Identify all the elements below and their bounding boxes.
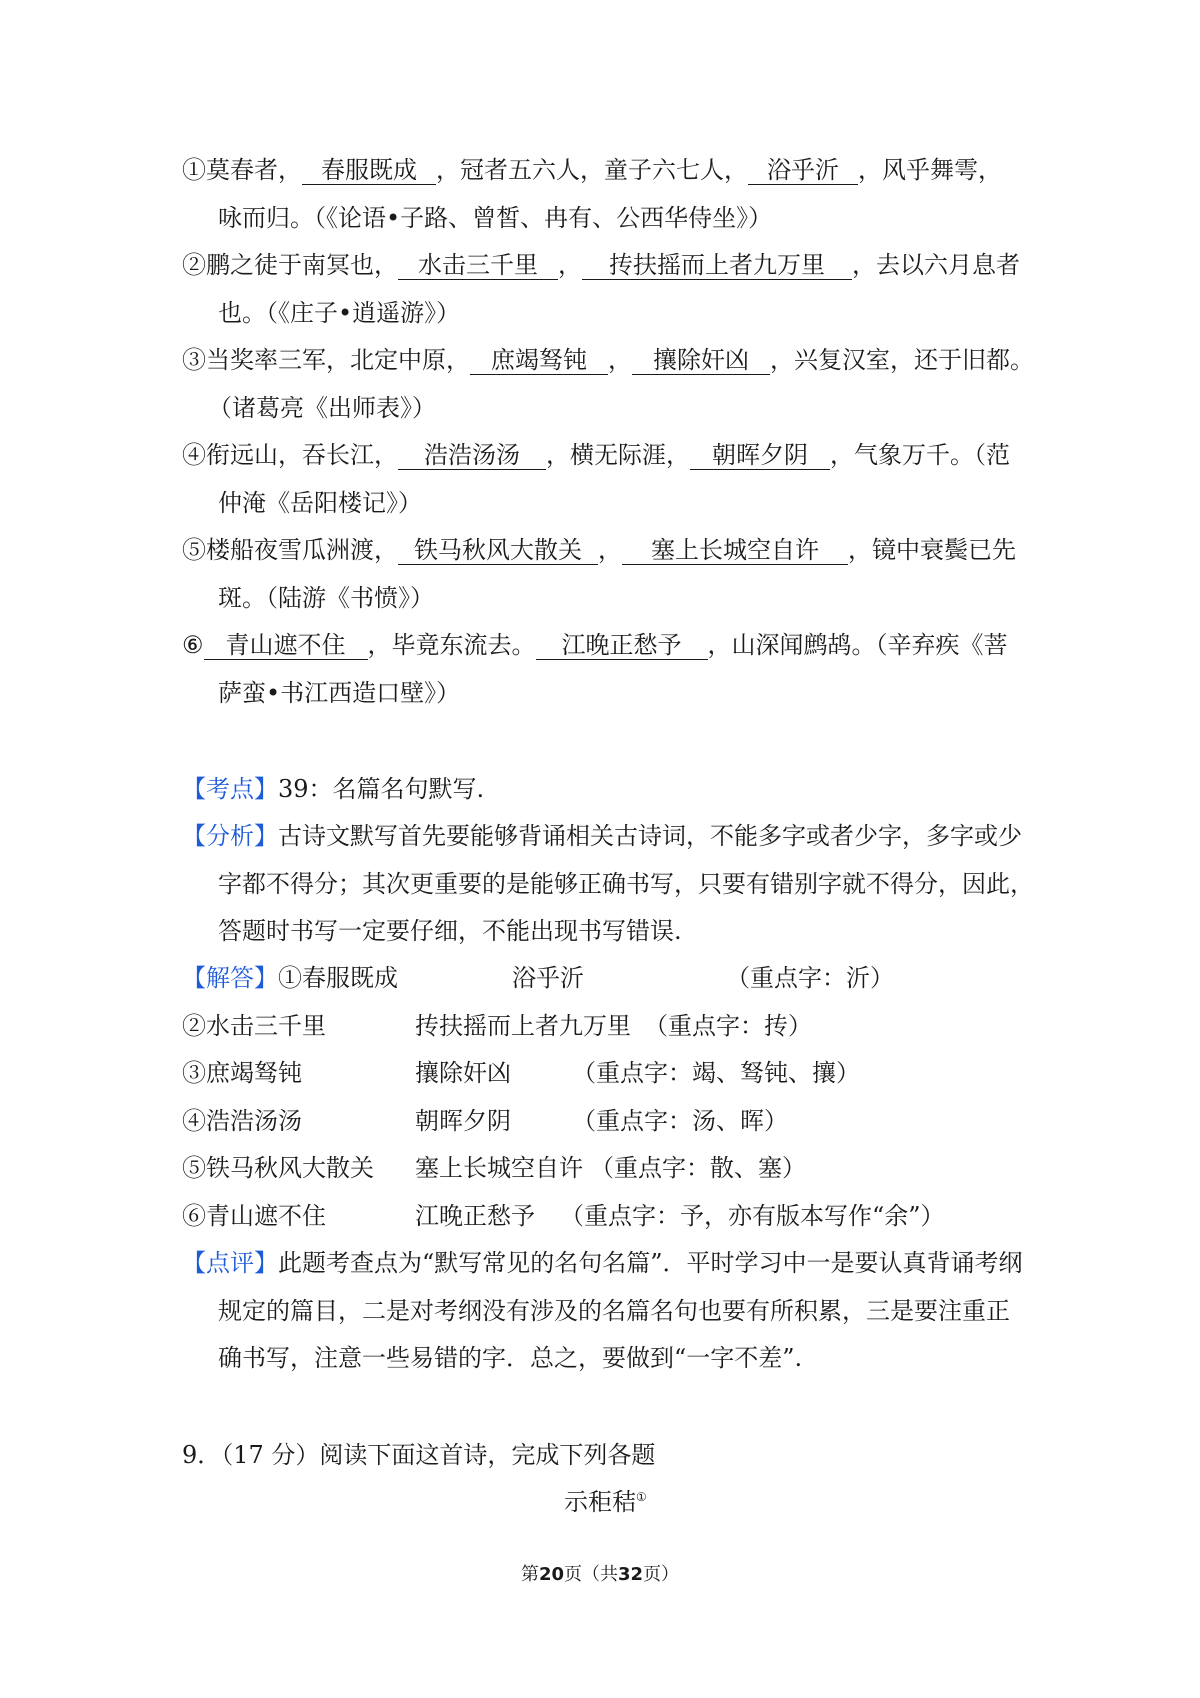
kaodian-text: 39：名篇名句默写. xyxy=(278,775,485,803)
poem-text: ，横无际涯， xyxy=(546,441,690,469)
page-number: 20 xyxy=(538,1564,564,1585)
poem-line xyxy=(182,443,1010,470)
answer-blank: 江晚正愁予 xyxy=(536,633,708,660)
key-chars: （重点字：予，亦有版本写作“余”） xyxy=(560,1202,945,1230)
footer-text: 第 xyxy=(520,1564,539,1585)
answer-cell: ⑤铁马秋风大散关 xyxy=(182,1154,374,1182)
poem-text: ，毕竟东流去。 xyxy=(367,631,536,659)
answer-blank: 抟扶摇而上者九万里 xyxy=(582,253,852,280)
footer-text: 页（共 xyxy=(564,1564,618,1585)
answer-cell: ⑥青山遮不住 xyxy=(182,1202,326,1230)
answer-blank: 浴乎沂 xyxy=(748,158,858,185)
answer-cell: 攘除奸凶 xyxy=(415,1059,511,1087)
footnote-marker: ① xyxy=(636,1490,647,1504)
key-chars: （重点字：汤、晖） xyxy=(572,1107,788,1135)
poem-source: （诸葛亮《出师表》） xyxy=(208,394,436,422)
poem-text: ⑤楼船夜雪瓜洲渡， xyxy=(182,536,398,564)
jieda-tag: 【解答】 xyxy=(182,964,278,992)
kaodian-tag: 【考点】 xyxy=(182,775,278,803)
fenxi-tag: 【分析】 xyxy=(182,822,278,850)
poem-text: ，风乎舞雩， xyxy=(858,156,1002,184)
poem-text: ， xyxy=(608,346,632,374)
poem-source: 咏而归。（《论语•子路、曾皙、冉有、公西华侍坐》） xyxy=(218,204,773,232)
page-footer xyxy=(0,1566,1200,1584)
answer-blank: 青山遮不住 xyxy=(204,633,368,660)
answer-blank: 铁马秋风大散关 xyxy=(398,538,598,565)
answer-blank: 浩浩汤汤 xyxy=(398,443,546,470)
key-chars: （重点字：沂） xyxy=(726,964,894,992)
poem-text: ③当奖率三军，北定中原， xyxy=(182,346,470,374)
poem-source: 萨蛮•书江西造口壁》） xyxy=(218,679,461,707)
fenxi-text: 字都不得分；其次更重要的是能够正确书写，只要有错别字就不得分，因此， xyxy=(218,870,1034,898)
poem-line xyxy=(182,253,1020,280)
key-chars: （重点字：抟） xyxy=(644,1012,812,1040)
question-heading: 9．（17 分）阅读下面这首诗，完成下列各题 xyxy=(182,1441,656,1469)
poem-text: ，兴复汉室，还于旧都。 xyxy=(770,346,1034,374)
dianping-text: 此题考查点为“默写常见的名句名篇”．平时学习中一是要认真背诵考纲 xyxy=(278,1249,1023,1277)
answer-blank: 庶竭驽钝 xyxy=(470,348,608,375)
poem-text: ，气象万千。（范 xyxy=(830,441,1010,469)
answer-cell: 朝晖夕阴 xyxy=(415,1107,511,1135)
answer-cell: ④浩浩汤汤 xyxy=(182,1107,302,1135)
poem-text: ，山深闻鹧鸪。（辛弃疾《菩 xyxy=(707,631,1008,659)
poem-line xyxy=(182,348,1034,375)
poem-line xyxy=(182,633,1008,660)
dianping-line xyxy=(182,1251,1023,1275)
poem-text: ，镜中衰鬓已先 xyxy=(848,536,1016,564)
poem-source: 仲淹《岳阳楼记》） xyxy=(218,489,422,517)
answer-blank: 塞上长城空自许 xyxy=(622,538,848,565)
answer-blank: 春服既成 xyxy=(302,158,436,185)
footer-text: 页） xyxy=(643,1564,680,1585)
answer-cell: 塞上长城空自许 xyxy=(415,1154,583,1182)
poem-text: ， xyxy=(598,536,622,564)
fenxi-text: 答题时书写一定要仔细，不能出现书写错误. xyxy=(218,917,682,945)
answer-cell: 抟扶摇而上者九万里 xyxy=(415,1012,631,1040)
fenxi-text: 古诗文默写首先要能够背诵相关古诗词，不能多字或者少字，多字或少 xyxy=(278,822,1022,850)
poem-text: ，冠者五六人，童子六七人， xyxy=(436,156,748,184)
answer-cell: ②水击三千里 xyxy=(182,1012,326,1040)
answer-blank: 水击三千里 xyxy=(398,253,558,280)
answer-cell: ③庶竭驽钝 xyxy=(182,1059,302,1087)
fenxi-line xyxy=(182,824,1022,848)
dianping-text: 确书写，注意一些易错的字．总之，要做到“一字不差”. xyxy=(218,1344,803,1372)
poem-line xyxy=(182,538,1016,565)
answer-cell: 江晚正愁予 xyxy=(415,1202,535,1230)
poem-text: ②鹏之徒于南冥也， xyxy=(182,251,398,279)
poem-text: ， xyxy=(558,251,582,279)
poem-text: ，去以六月息者 xyxy=(852,251,1020,279)
answer-blank: 朝晖夕阴 xyxy=(690,443,830,470)
answer-cell: 浴乎沂 xyxy=(512,964,584,992)
answer-blank: 攘除奸凶 xyxy=(632,348,770,375)
dianping-tag: 【点评】 xyxy=(182,1249,278,1277)
page-total: 32 xyxy=(618,1564,644,1585)
poem-source: 斑。（陆游《书愤》） xyxy=(218,584,434,612)
poem-text: ①莫春者， xyxy=(182,156,302,184)
poem-source: 也。（《庄子•逍遥游》） xyxy=(218,299,461,327)
key-chars: （重点字：竭、驽钝、攘） xyxy=(572,1059,860,1087)
poem-line xyxy=(182,158,1002,185)
poem-text: ④衔远山，吞长江， xyxy=(182,441,398,469)
key-chars: （重点字：散、塞） xyxy=(590,1154,806,1182)
answer-cell: ①春服既成 xyxy=(278,964,398,992)
poem-title xyxy=(564,1490,647,1514)
kaodian-line xyxy=(182,777,484,801)
poem-title-text: 示秬秸 xyxy=(564,1488,636,1516)
dianping-text: 规定的篇目，二是对考纲没有涉及的名篇名句也要有所积累，三是要注重正 xyxy=(218,1297,1010,1325)
poem-text: ⑥ xyxy=(182,631,204,659)
